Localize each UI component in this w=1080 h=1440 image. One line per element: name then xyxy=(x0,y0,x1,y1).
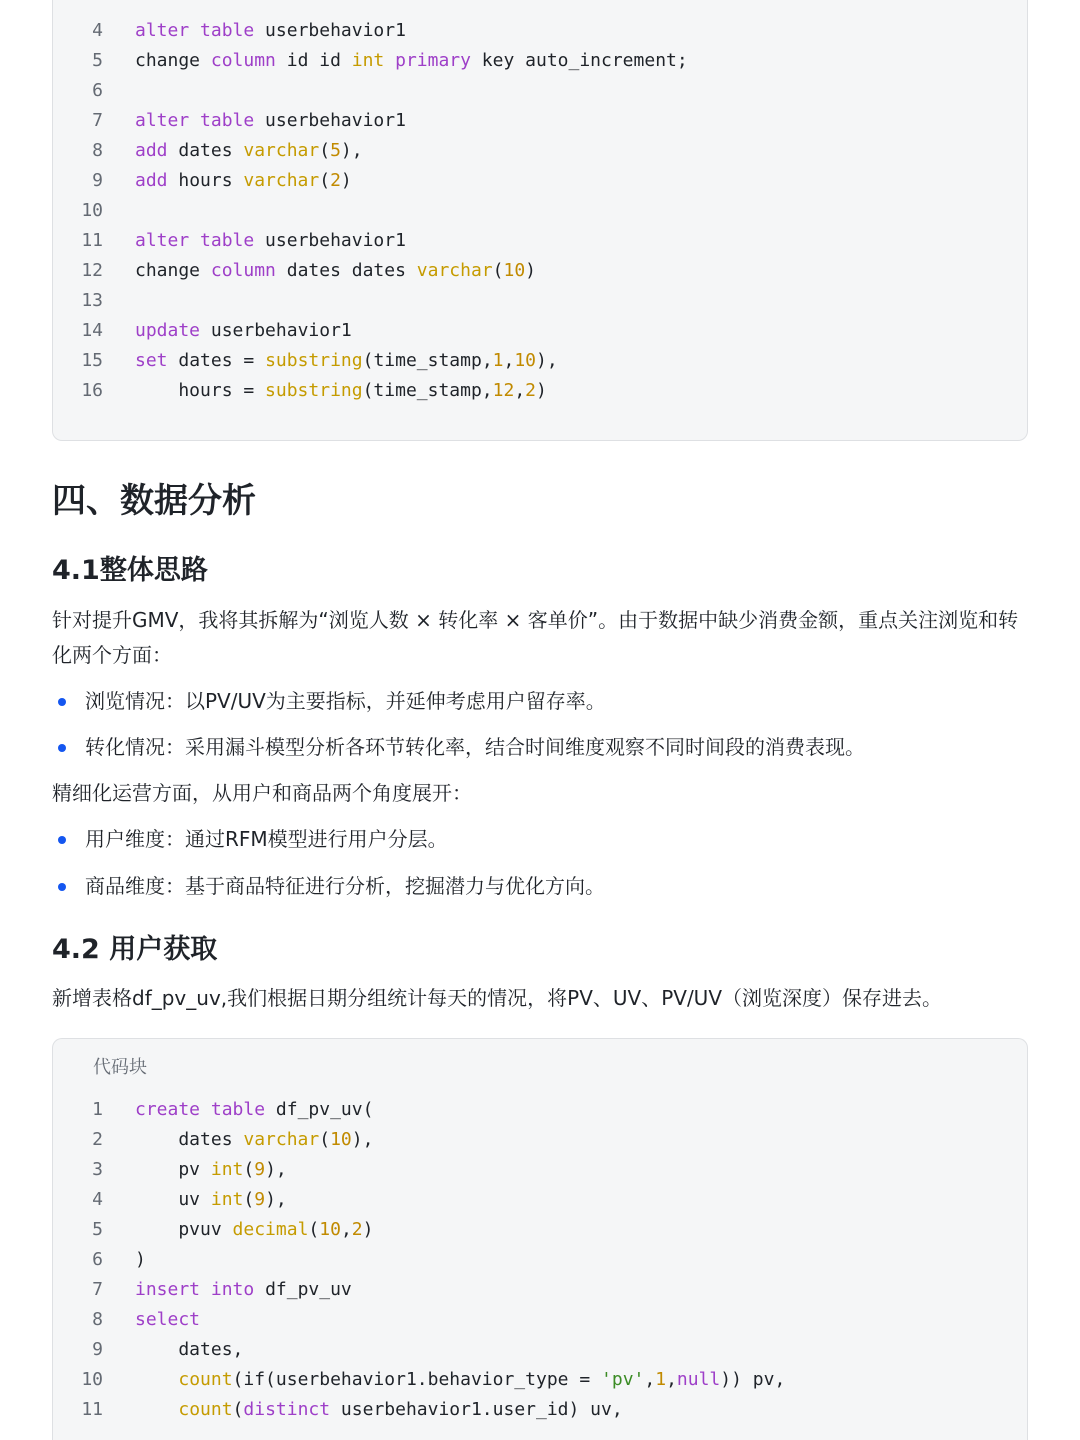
code-token-kw: null xyxy=(676,1369,721,1390)
code-token xyxy=(200,1279,211,1300)
line-number: 11 xyxy=(81,1399,103,1420)
code-token-kw: insert xyxy=(135,1279,201,1300)
line-number: 5 xyxy=(92,1219,103,1240)
code-token-kw: add xyxy=(135,170,168,191)
code-token: ) xyxy=(362,1219,374,1240)
code-token: hours = xyxy=(135,380,266,401)
code-token: , xyxy=(514,380,526,401)
line-number: 7 xyxy=(92,1279,103,1300)
line-number: 14 xyxy=(81,320,103,341)
code-token-kw: primary xyxy=(395,50,471,71)
code-token: change xyxy=(135,50,211,71)
line-code xyxy=(135,1215,373,1245)
code-token xyxy=(189,20,200,41)
line-number: 9 xyxy=(92,1339,103,1360)
code-token-fn: count xyxy=(178,1369,233,1390)
bullet-item xyxy=(52,822,1028,857)
code-lines xyxy=(53,16,1027,406)
code-line xyxy=(53,46,1027,76)
code-token-num: 9 xyxy=(254,1159,266,1180)
code-line xyxy=(53,256,1027,286)
line-number: 10 xyxy=(81,200,103,221)
code-line xyxy=(53,226,1027,256)
code-token-fn: substring xyxy=(265,380,363,401)
code-token-kw: table xyxy=(200,110,255,131)
code-token-kw: column xyxy=(210,50,276,71)
code-token-kw: distinct xyxy=(243,1399,331,1420)
code-token: pv xyxy=(135,1159,211,1180)
code-token: ), xyxy=(536,350,558,371)
line-number: 6 xyxy=(92,1249,103,1270)
paragraph-intro-4-1: 针对提升GMV，我将其拆解为“浏览人数 × 转化率 × 客单价”。由于数据中缺少消费金额，重点关注浏览和转化两个方面： xyxy=(52,608,1019,667)
code-token: hours xyxy=(167,170,244,191)
line-number: 2 xyxy=(92,1129,103,1150)
code-token: ), xyxy=(340,140,363,161)
code-line xyxy=(53,136,1027,166)
code-token: ( xyxy=(308,1219,320,1240)
code-token-num: 2 xyxy=(351,1219,363,1240)
line-code xyxy=(135,1245,146,1275)
code-token-kw: column xyxy=(210,260,276,281)
line-code xyxy=(135,46,688,76)
code-line xyxy=(53,1245,1027,1275)
line-number: 8 xyxy=(92,140,103,161)
line-code xyxy=(135,1305,200,1335)
code-token-fn: int xyxy=(351,50,385,71)
code-line xyxy=(53,166,1027,196)
line-number: 3 xyxy=(92,1159,103,1180)
line-number: 16 xyxy=(81,380,103,401)
code-token-fn: varchar xyxy=(243,170,320,191)
code-token: ( xyxy=(492,260,504,281)
code-line xyxy=(53,346,1027,376)
code-token xyxy=(384,50,395,71)
bullet-dot-icon xyxy=(58,698,66,706)
code-token: userbehavior1.user_id) uv, xyxy=(330,1399,623,1420)
code-line xyxy=(53,1305,1027,1335)
code-line xyxy=(53,1395,1027,1425)
code-token: userbehavior1 xyxy=(254,230,406,251)
code-token-num: 10 xyxy=(503,260,526,281)
line-code xyxy=(135,226,406,256)
code-token-num: 5 xyxy=(330,140,341,161)
code-token-kw: table xyxy=(200,20,255,41)
line-number: 11 xyxy=(81,230,103,251)
code-line xyxy=(53,16,1027,46)
code-token: dates dates xyxy=(275,260,417,281)
code-token: ( xyxy=(319,1129,331,1150)
paragraph-middle: 精细化运营方面，从用户和商品两个角度展开： xyxy=(52,781,472,805)
code-token: uv xyxy=(135,1189,211,1210)
code-token: ), xyxy=(265,1189,287,1210)
code-line xyxy=(53,376,1027,406)
code-line xyxy=(53,1095,1027,1125)
line-code xyxy=(135,1395,623,1425)
code-token-num: 2 xyxy=(525,380,537,401)
code-token xyxy=(200,1099,211,1120)
code-token: dates = xyxy=(167,350,266,371)
code-token-kw: into xyxy=(210,1279,255,1300)
bullet-text: 转化情况：采用漏斗模型分析各环节转化率，结合时间维度观察不同时间段的消费表现。 xyxy=(85,735,865,759)
bullet-text: 用户维度：通过RFM模型进行用户分层。 xyxy=(85,827,448,851)
code-token-num: 10 xyxy=(514,350,537,371)
code-line xyxy=(53,106,1027,136)
line-number: 5 xyxy=(92,50,103,71)
line-number: 15 xyxy=(81,350,103,371)
line-code xyxy=(135,1095,373,1125)
line-number: 1 xyxy=(92,1099,103,1120)
code-token-num: 10 xyxy=(330,1129,352,1150)
code-block-1 xyxy=(52,0,1028,441)
code-token-fn: decimal xyxy=(232,1219,309,1240)
line-code xyxy=(135,316,352,346)
subsection-heading-4-2: 4.2 用户获取 xyxy=(52,934,218,965)
line-number: 4 xyxy=(92,20,103,41)
code-token: userbehavior1 xyxy=(200,320,352,341)
line-code xyxy=(135,166,352,196)
line-code xyxy=(135,16,406,46)
code-token xyxy=(135,1369,178,1390)
code-line xyxy=(53,1155,1027,1185)
code-token-num: 10 xyxy=(319,1219,341,1240)
code-token: (time_stamp, xyxy=(362,350,493,371)
code-token: df_pv_uv( xyxy=(265,1099,374,1120)
code-token: ), xyxy=(265,1159,287,1180)
line-code xyxy=(135,1185,287,1215)
code-token: ( xyxy=(319,170,331,191)
code-token-fn: varchar xyxy=(416,260,493,281)
code-token: change xyxy=(135,260,211,281)
code-line xyxy=(53,1335,1027,1365)
code-token: , xyxy=(340,1219,352,1240)
code-token-kw: alter xyxy=(135,230,190,251)
line-number: 4 xyxy=(92,1189,103,1210)
code-token: dates, xyxy=(135,1339,244,1360)
line-number: 12 xyxy=(81,260,103,281)
bullet-text: 浏览情况：以PV/UV为主要指标，并延伸考虑用户留存率。 xyxy=(85,689,606,713)
line-number: 7 xyxy=(92,110,103,131)
code-token: ( xyxy=(319,140,331,161)
code-token-kw: alter xyxy=(135,20,190,41)
code-token: ) xyxy=(135,1249,146,1270)
code-token-kw: table xyxy=(200,230,255,251)
code-token xyxy=(135,1399,178,1420)
code-token-num: 12 xyxy=(492,380,515,401)
line-code xyxy=(135,346,558,376)
code-line xyxy=(53,1215,1027,1245)
line-code xyxy=(135,1335,243,1365)
code-token-num: 1 xyxy=(492,350,504,371)
code-line xyxy=(53,286,1027,316)
code-lines xyxy=(53,1095,1027,1425)
code-token-fn: int xyxy=(210,1159,244,1180)
code-token-kw: table xyxy=(210,1099,266,1120)
code-token: ) xyxy=(536,380,547,401)
subsection-heading-4-1: 4.1整体思路 xyxy=(52,555,208,586)
code-line xyxy=(53,1365,1027,1395)
code-block-2 xyxy=(52,1038,1028,1440)
bullet-item xyxy=(52,730,1028,765)
line-number: 13 xyxy=(81,290,103,311)
line-number: 8 xyxy=(92,1309,103,1330)
code-token-kw: create xyxy=(135,1099,201,1120)
code-token xyxy=(189,110,200,131)
code-token: ), xyxy=(351,1129,374,1150)
code-token: , xyxy=(644,1369,656,1390)
bullet-dot-icon xyxy=(58,883,66,891)
code-token-kw: set xyxy=(135,350,168,371)
code-token: pvuv xyxy=(135,1219,233,1240)
code-token: (if(userbehavior1.behavior_type = xyxy=(232,1369,602,1390)
code-token-fn: substring xyxy=(265,350,363,371)
code-token-kw: add xyxy=(135,140,168,161)
code-token-kw: select xyxy=(135,1309,201,1330)
code-token: ( xyxy=(243,1189,255,1210)
code-token: ) xyxy=(525,260,537,281)
code-token: dates xyxy=(167,140,244,161)
code-line xyxy=(53,1185,1027,1215)
line-code xyxy=(135,136,363,166)
code-token-num: 2 xyxy=(330,170,341,191)
code-line xyxy=(53,196,1027,226)
line-code xyxy=(135,376,547,406)
code-token: )) pv, xyxy=(720,1369,786,1390)
code-token: ) xyxy=(340,170,352,191)
code-token: dates xyxy=(135,1129,244,1150)
line-number: 9 xyxy=(92,170,103,191)
line-number: 10 xyxy=(81,1369,103,1390)
code-token-fn: varchar xyxy=(243,140,320,161)
line-code xyxy=(135,1275,352,1305)
bullet-item xyxy=(52,869,1028,904)
code-token: userbehavior1 xyxy=(254,20,406,41)
bullet-item xyxy=(52,684,1028,719)
bullet-dot-icon xyxy=(58,744,66,752)
code-token: (time_stamp, xyxy=(362,380,493,401)
paragraph-intro-4-2: 新增表格df_pv_uv,我们根据日期分组统计每天的情况，将PV、UV、PV/UV（浏览深度）保存进去。 xyxy=(52,986,942,1010)
code-token-num: 1 xyxy=(655,1369,667,1390)
code-line xyxy=(53,316,1027,346)
code-token-num: 9 xyxy=(254,1189,266,1210)
line-code xyxy=(135,1365,785,1395)
code-line xyxy=(53,1275,1027,1305)
code-token: id id xyxy=(275,50,352,71)
code-token-kw: alter xyxy=(135,110,190,131)
code-block-caption: 代码块 xyxy=(93,1057,147,1078)
code-token: df_pv_uv xyxy=(254,1279,352,1300)
line-code xyxy=(135,256,536,286)
code-token-fn: varchar xyxy=(243,1129,320,1150)
code-token: ( xyxy=(232,1399,244,1420)
code-token-fn: count xyxy=(178,1399,233,1420)
code-token-str: 'pv' xyxy=(601,1369,645,1390)
bullet-dot-icon xyxy=(58,836,66,844)
code-line xyxy=(53,76,1027,106)
code-token: , xyxy=(503,350,515,371)
code-token-fn: int xyxy=(210,1189,244,1210)
code-token: , xyxy=(666,1369,677,1390)
line-code xyxy=(135,1125,373,1155)
code-line xyxy=(53,1125,1027,1155)
line-code xyxy=(135,1155,287,1185)
section-heading: 四、数据分析 xyxy=(52,481,256,521)
code-token-kw: update xyxy=(135,320,201,341)
line-code xyxy=(135,106,406,136)
code-token xyxy=(189,230,200,251)
line-number: 6 xyxy=(92,80,103,101)
code-token: ( xyxy=(243,1159,255,1180)
bullet-text: 商品维度：基于商品特征进行分析，挖掘潜力与优化方向。 xyxy=(85,874,605,898)
code-token: key auto_increment; xyxy=(470,50,688,71)
code-token: userbehavior1 xyxy=(254,110,406,131)
